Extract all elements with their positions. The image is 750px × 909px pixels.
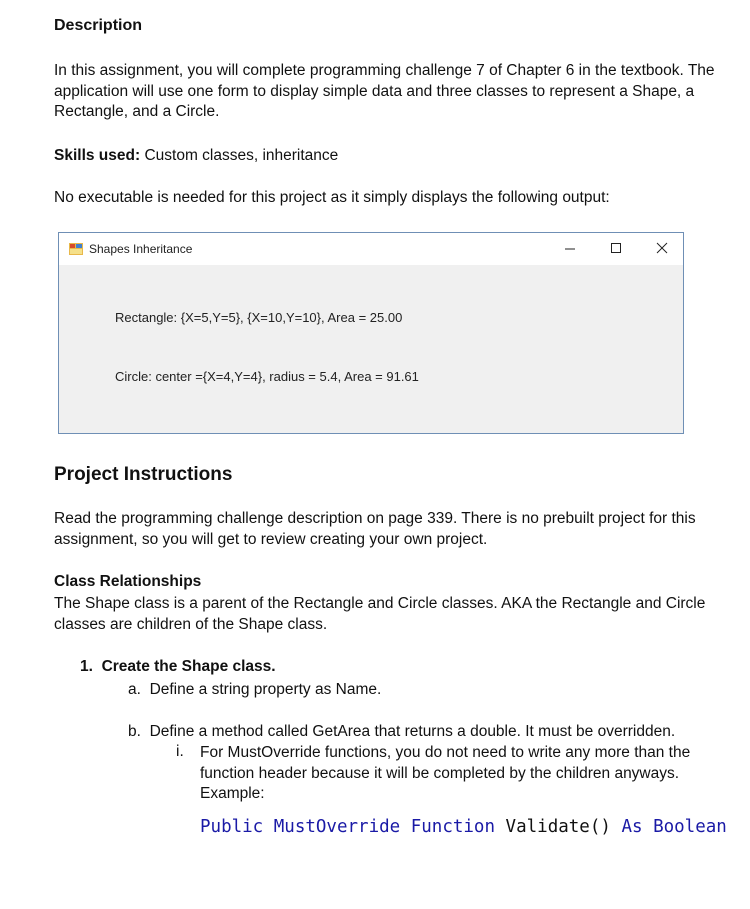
step-1-text: Create the Shape class. (101, 658, 276, 675)
code-function-name: Validate() (495, 817, 611, 837)
step-1 (80, 658, 276, 676)
window-title-bar (59, 233, 683, 265)
skills-value: Custom classes, inheritance (140, 147, 339, 164)
step-1-number: 1. (80, 658, 93, 675)
skills-label: Skills used: (54, 147, 141, 164)
form-icon (69, 243, 83, 255)
read-challenge-text: Read the programming challenge description on page 339. There is no prebuilt project for this assignment, so you will get to review creating your own project. (54, 510, 696, 548)
close-icon (656, 242, 668, 254)
skills-line (54, 146, 734, 167)
step-1b-letter: b. (128, 723, 141, 740)
window-title: Shapes Inheritance (89, 242, 193, 256)
step-1b (128, 723, 675, 741)
no-executable-text: No executable is needed for this project as it simply displays the following output: (54, 189, 610, 206)
project-instructions-heading: Project Instructions (54, 464, 233, 485)
intro-paragraph: In this assignment, you will complete programming challenge 7 of Chapter 6 in the textbook. The application will use one form to display simple data and three classes to represent a Shape, a Rectangle, and a Circle. (54, 62, 715, 120)
code-keyword-1: Public MustOverride Function (200, 817, 496, 837)
class-relationships-heading: Class Relationships (54, 573, 202, 590)
step-1b-i-numeral: i. (176, 743, 184, 760)
step-1a-letter: a. (128, 681, 141, 698)
class-relationships-text: The Shape class is a parent of the Rectangle and Circle classes. AKA the Rectangle and Circle classes are children of the Shape class. (54, 595, 706, 633)
circle-output: Circle: center ={X=4,Y=4}, radius = 5.4, Area = 91.61 (115, 369, 419, 384)
minimize-button[interactable] (547, 233, 593, 263)
close-button[interactable] (639, 233, 685, 263)
code-keyword-2: As Boolean (610, 817, 727, 837)
rectangle-output: Rectangle: {X=5,Y=5}, {X=10,Y=10}, Area = 25.00 (115, 310, 403, 325)
step-1b-i-text: For MustOverride functions, you do not need to write any more than the function header because it will be completed by the children anyways. Example: (200, 744, 691, 802)
maximize-icon (610, 242, 622, 254)
code-example (200, 817, 727, 837)
step-1b-text: Define a method called GetArea that returns a double. It must be overridden. (149, 723, 676, 740)
app-window-screenshot (58, 232, 684, 434)
step-1a (128, 681, 381, 699)
step-1a-text: Define a string property as Name. (149, 681, 382, 698)
minimize-icon (564, 242, 576, 254)
description-heading: Description (54, 17, 143, 34)
maximize-button[interactable] (593, 233, 639, 263)
